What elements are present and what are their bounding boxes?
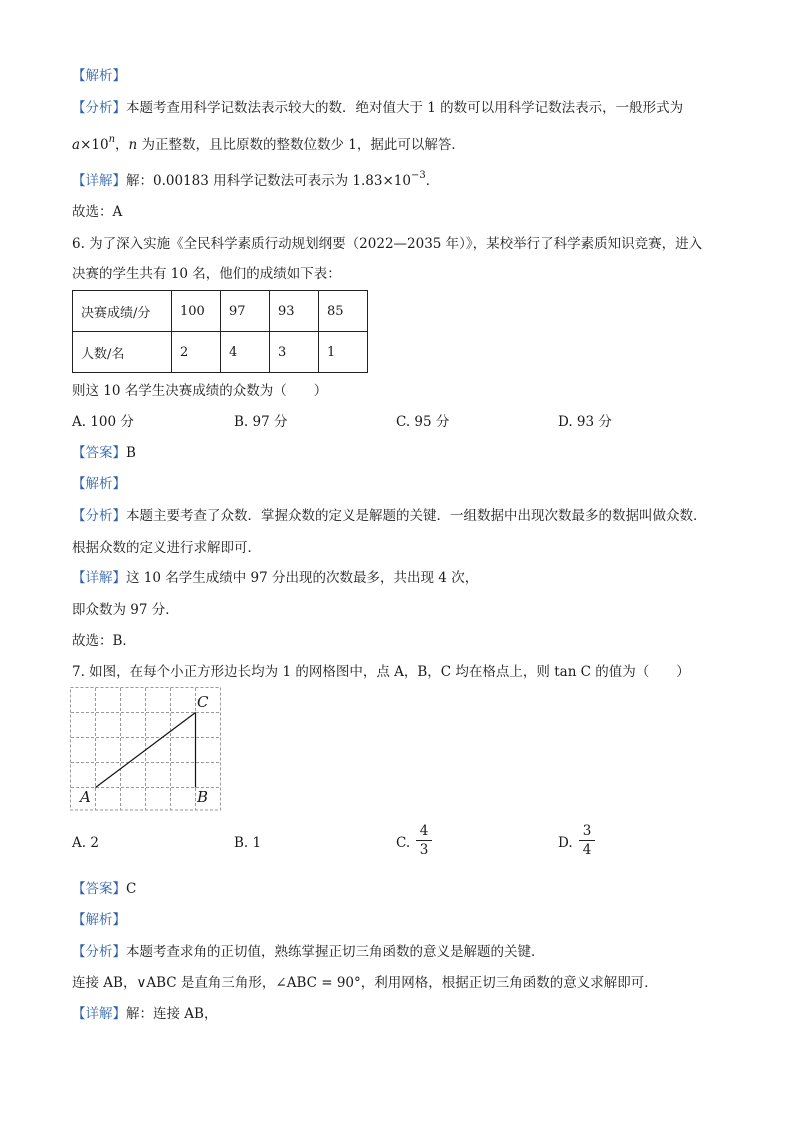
q7-fenxi: 【分析】本题考查求角的正切值，熟练掌握正切三角函数的意义是解题的关键． — [72, 944, 545, 960]
table-cell: 1 — [319, 332, 368, 373]
q6-option-b: B. 97 分 — [234, 414, 288, 430]
fraction-denominator: 4 — [582, 842, 592, 858]
table-cell: 100 — [172, 291, 221, 332]
q5-jiexi-heading: 【解析】 — [72, 68, 126, 84]
q6-xiangjie-line2: 即众数为 97 分． — [72, 602, 179, 618]
q6-fenxi-line1: 【分析】本题主要考查了众数．掌握众数的定义是解题的关键．一组数据中出现次数最多的数据叫做众数． — [72, 508, 707, 524]
q5-answer-choice: 故选：A — [72, 204, 123, 220]
table-cell: 2 — [172, 332, 221, 373]
table-cell: 决赛成绩/分 — [73, 291, 172, 332]
q7-option-c-fraction — [416, 823, 432, 858]
q5-fenxi-line1: 【分析】本题考查用科学记数法表示较大的数．绝对值大于 1 的数可以用科学记数法表示，一般形式为 — [72, 100, 684, 116]
q7-jiexi-heading: 【解析】 — [72, 912, 126, 928]
q6-jiexi-heading: 【解析】 — [72, 476, 126, 492]
q6-fenxi-line2: 根据众数的定义进行求解即可． — [72, 540, 261, 556]
table-cell: 85 — [319, 291, 368, 332]
table-cell: 人数/名 — [73, 332, 172, 373]
q7-option-d-fraction — [579, 823, 595, 858]
q6-option-c: C. 95 分 — [396, 414, 450, 430]
q7-option-b: B. 1 — [234, 835, 262, 851]
fraction-denominator: 3 — [419, 842, 429, 858]
q7-grid-figure — [70, 687, 224, 813]
q7-fenxi-line2: 连接 AB，∨ABC 是直角三角形，∠ABC = 90°，利用网格，根据正切三角函数的意义求解即可． — [72, 975, 658, 991]
q6-answer: 【答案】B — [72, 445, 136, 461]
point-c-label: C — [197, 693, 209, 711]
q6-xiangjie-line1: 【详解】这 10 名学生成绩中 97 分出现的次数最多，共出现 4 次， — [72, 570, 479, 586]
point-b-label: B — [197, 788, 209, 806]
q6-option-a: A. 100 分 — [72, 414, 134, 430]
q7-option-c: C. — [396, 835, 411, 851]
q7-answer: 【答案】C — [72, 881, 137, 897]
table-row — [73, 332, 368, 373]
q6-score-table — [72, 290, 368, 373]
table-cell: 4 — [221, 332, 270, 373]
q7-option-d: D. — [558, 835, 573, 851]
q6-answer-choice: 故选：B． — [72, 633, 136, 649]
q6-stem-line2: 决赛的学生共有 10 名，他们的成绩如下表： — [72, 266, 341, 282]
q5-fenxi-line2: $a\times 10^n$，n 为正整数，且比原数的整数位数少 1，据此可以解答． — [72, 134, 465, 153]
table-cell: 97 — [221, 291, 270, 332]
q7-option-a: A. 2 — [72, 835, 99, 851]
fraction-numerator: 4 — [419, 823, 429, 839]
point-a-label: A — [80, 788, 91, 806]
q7-xiangjie: 【详解】解：连接 AB， — [72, 1006, 218, 1022]
table-cell: 93 — [270, 291, 319, 332]
table-cell: 3 — [270, 332, 319, 373]
q7-stem: 7. 如图，在每个小正方形边长均为 1 的网格图中，点 A，B，C 均在格点上，则 tan C 的值为（ ） — [72, 664, 690, 680]
q5-xiangjie: 【详解】解：0.00183 用科学记数法可表示为 $1.83\times 10^{-3}$． — [72, 170, 440, 189]
fraction-numerator: 3 — [582, 823, 592, 839]
table-row — [73, 291, 368, 332]
q6-stem-line1: 6. 为了深入实施《全民科学素质行动规划纲要（2022—2035 年）》，某校举行了科学素质知识竞赛，进入 — [72, 236, 703, 252]
q6-question: 则这 10 名学生决赛成绩的众数为（ ） — [72, 383, 328, 399]
q6-option-d: D. 93 分 — [558, 414, 612, 430]
